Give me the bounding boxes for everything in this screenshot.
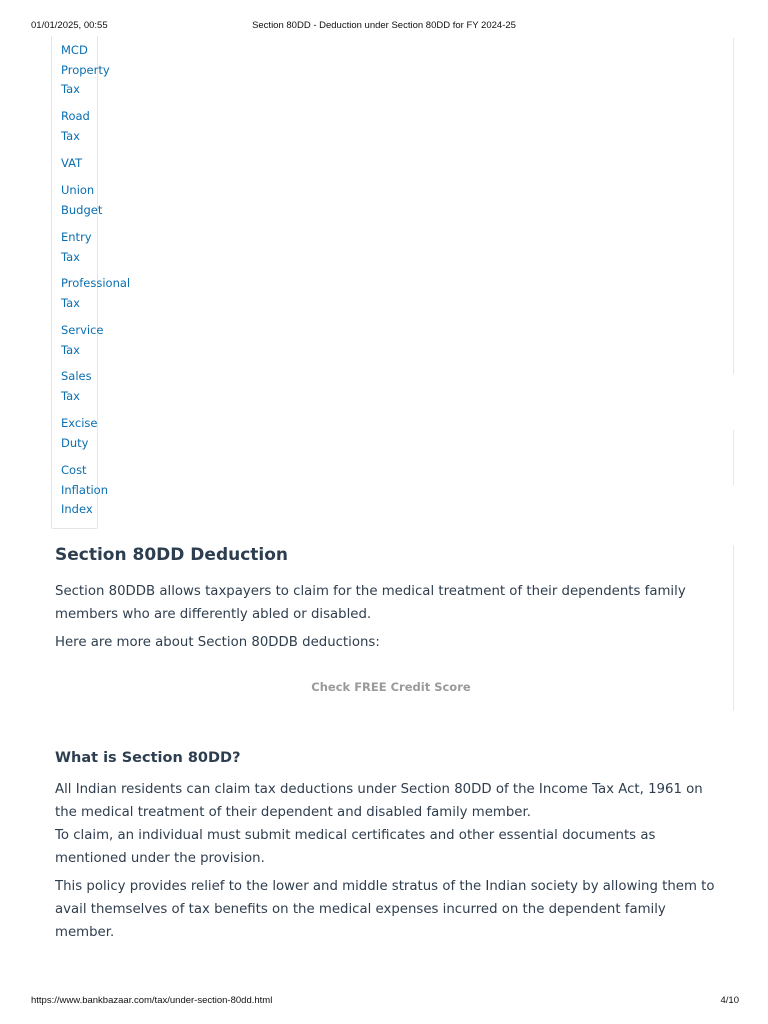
what-is-paragraph-3: This policy provides relief to the lower and middle stratus of the Indian society by allowing them to avail themselves of tax benefits on the medical expenses incurred on the dependent family member. <box>55 879 715 940</box>
menu-link-road-tax[interactable]: Road Tax <box>61 109 90 143</box>
intro-paragraph: Section 80DDB allows taxpayers to claim for the medical treatment of their dependents family members who are differently abled or disabled. <box>55 584 686 622</box>
menu-item-mcd-property-tax <box>61 41 110 100</box>
menu-link-cost-inflation-index[interactable]: Cost Inflation Index <box>61 463 108 516</box>
page-edge-divider <box>733 38 734 374</box>
tax-topics-menu <box>51 36 131 529</box>
menu-item-entry-tax <box>61 228 92 267</box>
menu-link-professional-tax[interactable]: Professional Tax <box>61 276 131 310</box>
subsection-heading: What is Section 80DD? <box>55 750 241 766</box>
more-info-paragraph: Here are more about Section 80DDB deductions: <box>55 635 380 650</box>
menu-item-professional-tax <box>61 274 130 313</box>
menu-link-entry-tax[interactable]: Entry Tax <box>61 230 92 264</box>
menu-item-vat <box>61 154 82 174</box>
section-heading: Section 80DD Deduction <box>55 545 289 565</box>
menu-item-service-tax <box>61 321 104 360</box>
menu-link-service-tax[interactable]: Service Tax <box>61 323 104 357</box>
menu-link-excise-duty[interactable]: Excise Duty <box>61 416 98 450</box>
page-edge-divider <box>733 545 734 711</box>
print-datetime: 01/01/2025, 00:55 <box>31 20 108 31</box>
menu-item-excise-duty <box>61 414 97 453</box>
menu-link-vat[interactable]: VAT <box>61 156 83 170</box>
menu-item-cost-inflation-index <box>61 461 108 520</box>
menu-link-mcd-property-tax[interactable]: MCD Property Tax <box>61 43 110 96</box>
print-footer <box>0 995 768 1009</box>
print-page-title: Section 80DD - Deduction under Section 80DD for FY 2024-25 <box>252 20 516 31</box>
menu-item-sales-tax <box>61 367 92 406</box>
check-credit-score-link[interactable]: Check FREE Credit Score <box>311 680 471 694</box>
page-edge-divider <box>733 430 734 485</box>
menu-item-union-budget <box>61 181 102 220</box>
what-is-paragraph-2: To claim, an individual must submit medical certificates and other essential documents as mentioned under the provision. <box>55 828 656 866</box>
menu-item-road-tax <box>61 107 90 146</box>
print-page-number: 4/10 <box>720 995 739 1006</box>
menu-link-sales-tax[interactable]: Sales Tax <box>61 369 92 403</box>
print-header <box>0 20 768 34</box>
print-url: https://www.bankbazaar.com/tax/under-section-80dd.html <box>31 995 273 1006</box>
what-is-paragraph-1: All Indian residents can claim tax deductions under Section 80DD of the Income Tax Act, 1961 on the medical treatment of their dependent and disabled family member. <box>55 782 703 820</box>
menu-link-union-budget[interactable]: Union Budget <box>61 183 103 217</box>
